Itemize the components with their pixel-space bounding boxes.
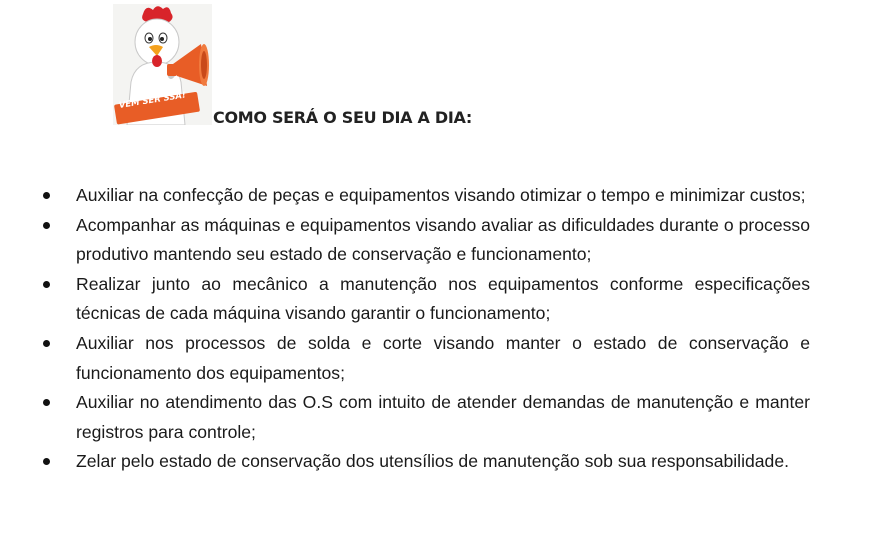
list-item-text: Realizar junto ao mecânico a manutenção nos equipamentos conforme especificações técnicas de cada máquina visando garantir o funcionamento; bbox=[76, 273, 810, 324]
bullet-icon bbox=[43, 192, 50, 199]
bullet-icon bbox=[43, 458, 50, 465]
list-item bbox=[0, 270, 873, 329]
bullet-icon bbox=[43, 281, 50, 288]
list-item-text: Auxiliar na confecção de peças e equipamentos visando otimizar o tempo e minimizar custos; bbox=[76, 185, 806, 205]
list-item bbox=[0, 329, 873, 388]
list-item bbox=[0, 388, 873, 447]
list-item-text: Acompanhar as máquinas e equipamentos visando avaliar as dificuldades durante o processo produtivo mantendo seu estado de conservação e funcionamento; bbox=[76, 214, 810, 265]
section-heading: COMO SERÁ O SEU DIA A DIA: bbox=[213, 108, 473, 127]
list-item-text: Zelar pelo estado de conservação dos utensílios de manutenção sob sua responsabilidade. bbox=[76, 451, 790, 472]
logo bbox=[113, 4, 212, 125]
bullet-icon bbox=[43, 222, 50, 229]
list-item-text: Auxiliar nos processos de solda e corte visando manter o estado de conservação e funcionamento dos equipamentos; bbox=[76, 332, 810, 383]
list-item bbox=[0, 447, 873, 477]
list-item bbox=[0, 181, 873, 211]
badge-text: VEM SER SSA! bbox=[118, 90, 187, 111]
bullet-icon bbox=[43, 340, 50, 347]
list-item bbox=[0, 211, 873, 270]
list-item-text: Auxiliar no atendimento das O.S com intuito de atender demandas de manutenção e manter registros para controle; bbox=[76, 392, 810, 442]
task-list bbox=[0, 181, 873, 477]
bullet-icon bbox=[43, 399, 50, 406]
